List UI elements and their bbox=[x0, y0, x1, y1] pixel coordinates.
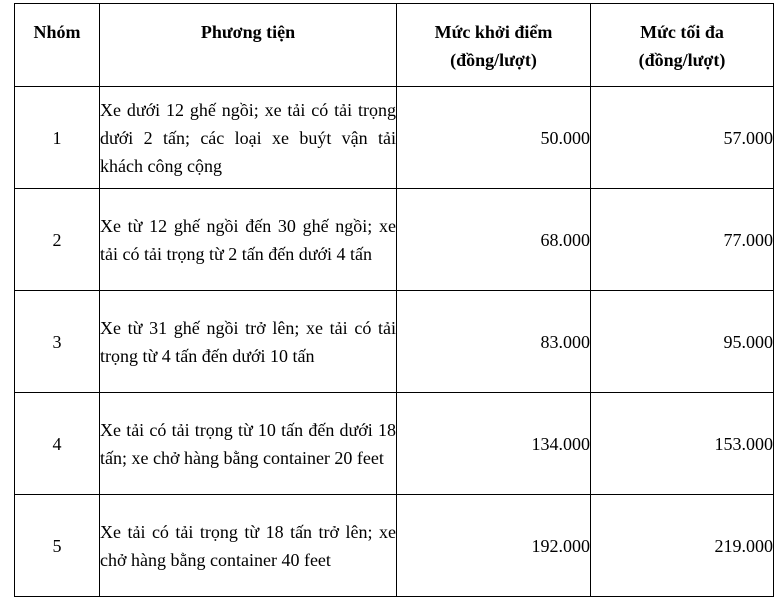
table-row bbox=[15, 393, 774, 495]
fee-table bbox=[14, 3, 774, 597]
start-rate-cell: 134.000 bbox=[397, 393, 591, 495]
header-group: Nhóm bbox=[15, 4, 100, 87]
header-start-rate bbox=[397, 4, 591, 87]
header-vehicle: Phương tiện bbox=[100, 4, 397, 87]
group-cell: 1 bbox=[15, 87, 100, 189]
header-start-rate-line-2: (đồng/lượt) bbox=[450, 50, 537, 70]
start-rate-cell: 83.000 bbox=[397, 291, 591, 393]
vehicle-cell: Xe từ 31 ghế ngồi trở lên; xe tải có tải trọng từ 4 tấn đến dưới 10 tấn bbox=[100, 291, 397, 393]
group-cell: 3 bbox=[15, 291, 100, 393]
start-rate-cell: 68.000 bbox=[397, 189, 591, 291]
max-rate-cell: 57.000 bbox=[591, 87, 774, 189]
table-row bbox=[15, 87, 774, 189]
header-max-rate-line-1: Mức tối đa bbox=[640, 22, 724, 42]
vehicle-cell: Xe tải có tải trọng từ 18 tấn trở lên; xe chở hàng bằng container 40 feet bbox=[100, 495, 397, 597]
group-cell: 2 bbox=[15, 189, 100, 291]
max-rate-cell: 153.000 bbox=[591, 393, 774, 495]
start-rate-cell: 192.000 bbox=[397, 495, 591, 597]
table-header-row bbox=[15, 4, 774, 87]
header-max-rate bbox=[591, 4, 774, 87]
vehicle-cell: Xe tải có tải trọng từ 10 tấn đến dưới 18 tấn; xe chở hàng bằng container 20 feet bbox=[100, 393, 397, 495]
table-row bbox=[15, 189, 774, 291]
group-cell: 4 bbox=[15, 393, 100, 495]
table-row bbox=[15, 291, 774, 393]
max-rate-cell: 77.000 bbox=[591, 189, 774, 291]
group-cell: 5 bbox=[15, 495, 100, 597]
start-rate-cell: 50.000 bbox=[397, 87, 591, 189]
header-max-rate-line-2: (đồng/lượt) bbox=[638, 50, 726, 70]
vehicle-cell: Xe dưới 12 ghế ngồi; xe tải có tải trọng dưới 2 tấn; các loại xe buýt vận tải khách công cộng bbox=[100, 87, 397, 189]
vehicle-cell: Xe từ 12 ghế ngồi đến 30 ghế ngồi; xe tải có tải trọng từ 2 tấn đến dưới 4 tấn bbox=[100, 189, 397, 291]
header-start-rate-line-1: Mức khởi điểm bbox=[434, 22, 553, 42]
max-rate-cell: 95.000 bbox=[591, 291, 774, 393]
table-row bbox=[15, 495, 774, 597]
max-rate-cell: 219.000 bbox=[591, 495, 774, 597]
